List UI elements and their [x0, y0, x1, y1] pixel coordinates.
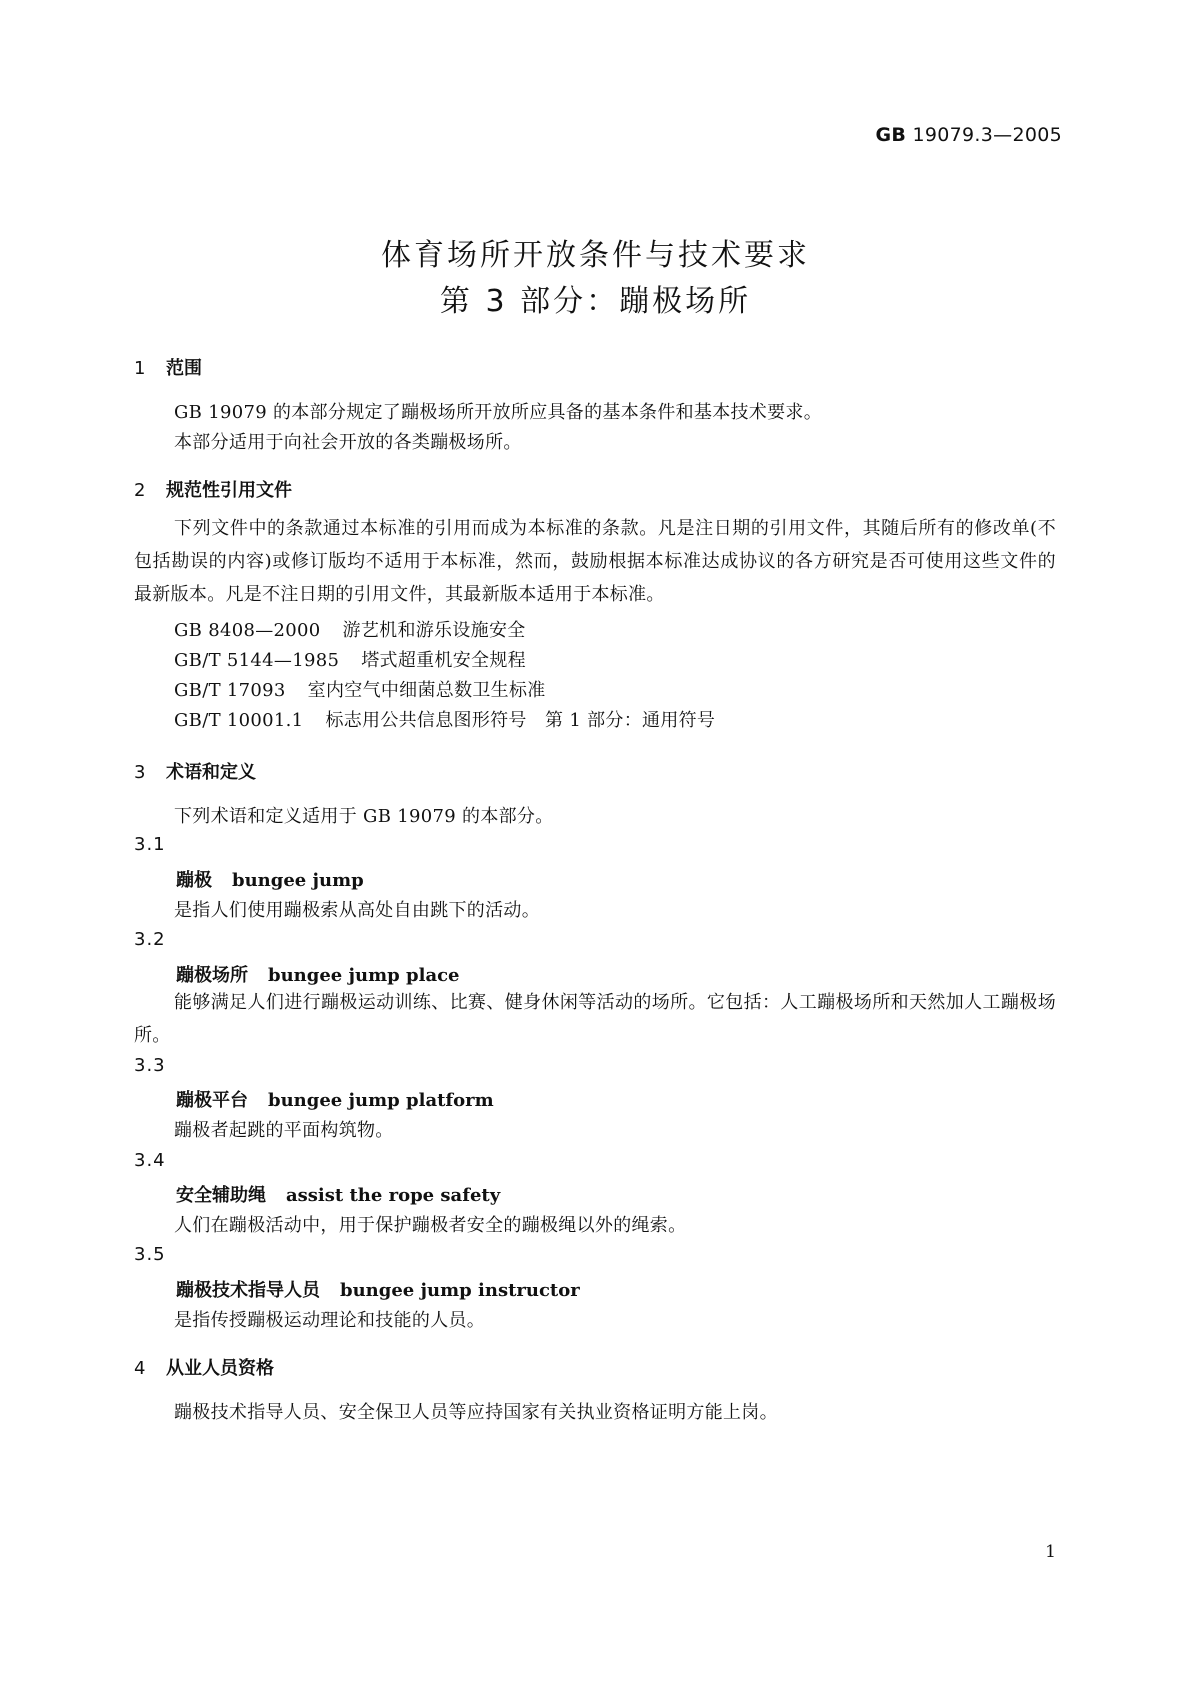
section-title: 范围: [166, 358, 202, 379]
paragraph: 蹦极技术指导人员、安全保卫人员等应持国家有关执业资格证明方能上岗。: [174, 1402, 778, 1423]
term-definition: 是指人们使用蹦极索从高处自由跳下的活动。: [174, 900, 540, 921]
term-definition: 能够满足人们进行蹦极运动训练、比赛、健身休闲等活动的场所。它包括：人工蹦极场所和天然加人工蹦极场所。: [134, 992, 1056, 1046]
clause-number: 3.2: [134, 929, 166, 950]
reference-code: GB/T 10001.1: [174, 710, 304, 731]
reference-code: GB/T 17093: [174, 680, 286, 701]
section-number: 4: [134, 1358, 146, 1379]
term-chinese: 安全辅助绳: [176, 1185, 266, 1206]
term-definition: 蹦极者起跳的平面构筑物。: [174, 1120, 394, 1141]
document-title: 体育场所开放条件与技术要求: [381, 238, 810, 273]
term-english: bungee jump: [232, 870, 364, 891]
paragraph: GB 19079 的本部分规定了蹦极场所开放所应具备的基本条件和基本技术要求。: [174, 402, 823, 423]
term-definition: 人们在蹦极活动中，用于保护蹦极者安全的蹦极绳以外的绳索。: [174, 1215, 687, 1236]
clause-number: 3.1: [134, 834, 166, 855]
term-english: bungee jump platform: [268, 1090, 494, 1111]
normative-reference: [174, 616, 526, 642]
clause-number: 3.3: [134, 1055, 166, 1076]
normative-reference: [174, 676, 546, 702]
standard-number: [875, 124, 1062, 146]
section-1-heading: [134, 354, 202, 380]
section-3-heading: [134, 758, 256, 784]
reference-title: 标志用公共信息图形符号 第 1 部分：通用符号: [325, 710, 716, 731]
paragraph: 下列术语和定义适用于 GB 19079 的本部分。: [174, 806, 554, 827]
term-definition: 是指传授蹦极运动理论和技能的人员。: [174, 1310, 486, 1331]
term-entry: [176, 1276, 580, 1302]
section-number: 2: [134, 480, 146, 501]
document-subtitle: 第 3 部分：蹦极场所: [439, 284, 752, 319]
term-english: bungee jump instructor: [340, 1280, 580, 1301]
standard-prefix: GB: [875, 124, 907, 146]
reference-code: GB 8408—2000: [174, 620, 321, 641]
normative-reference: [174, 706, 715, 732]
section-title: 从业人员资格: [166, 1358, 274, 1379]
clause-number: 3.5: [134, 1244, 166, 1265]
paragraph: 下列文件中的条款通过本标准的引用而成为本标准的条款。凡是注日期的引用文件，其随后所有的修改单(不包括勘误的内容)或修订版均不适用于本标准，然而，鼓励根据本标准达成协议的各方研究是否可使用这些文件的最新版本。凡是不注日期的引用文件，其最新版本适用于本标准。: [134, 518, 1056, 605]
term-entry: [176, 866, 364, 892]
term-chinese: 蹦极平台: [176, 1090, 248, 1111]
reference-title: 塔式超重机安全规程: [361, 650, 526, 671]
page-number: 1: [1045, 1542, 1056, 1562]
section-number: 1: [134, 358, 146, 379]
term-entry: [176, 961, 460, 987]
section-2-heading: [134, 476, 292, 502]
section-title: 术语和定义: [166, 762, 256, 783]
term-entry: [176, 1086, 494, 1112]
normative-reference: [174, 646, 526, 672]
term-entry: [176, 1181, 500, 1207]
term-english: bungee jump place: [268, 965, 460, 986]
section-title: 规范性引用文件: [166, 480, 292, 501]
section-4-heading: [134, 1354, 274, 1380]
paragraph: 本部分适用于向社会开放的各类蹦极场所。: [174, 432, 522, 453]
term-chinese: 蹦极场所: [176, 965, 248, 986]
reference-title: 室内空气中细菌总数卫生标准: [307, 680, 546, 701]
section-number: 3: [134, 762, 146, 783]
standard-code: 19079.3—2005: [912, 124, 1062, 146]
reference-code: GB/T 5144—1985: [174, 650, 340, 671]
term-english: assist the rope safety: [286, 1185, 501, 1206]
term-chinese: 蹦极: [176, 870, 212, 891]
term-chinese: 蹦极技术指导人员: [176, 1280, 320, 1301]
clause-number: 3.4: [134, 1150, 166, 1171]
reference-title: 游艺机和游乐设施安全: [342, 620, 526, 641]
